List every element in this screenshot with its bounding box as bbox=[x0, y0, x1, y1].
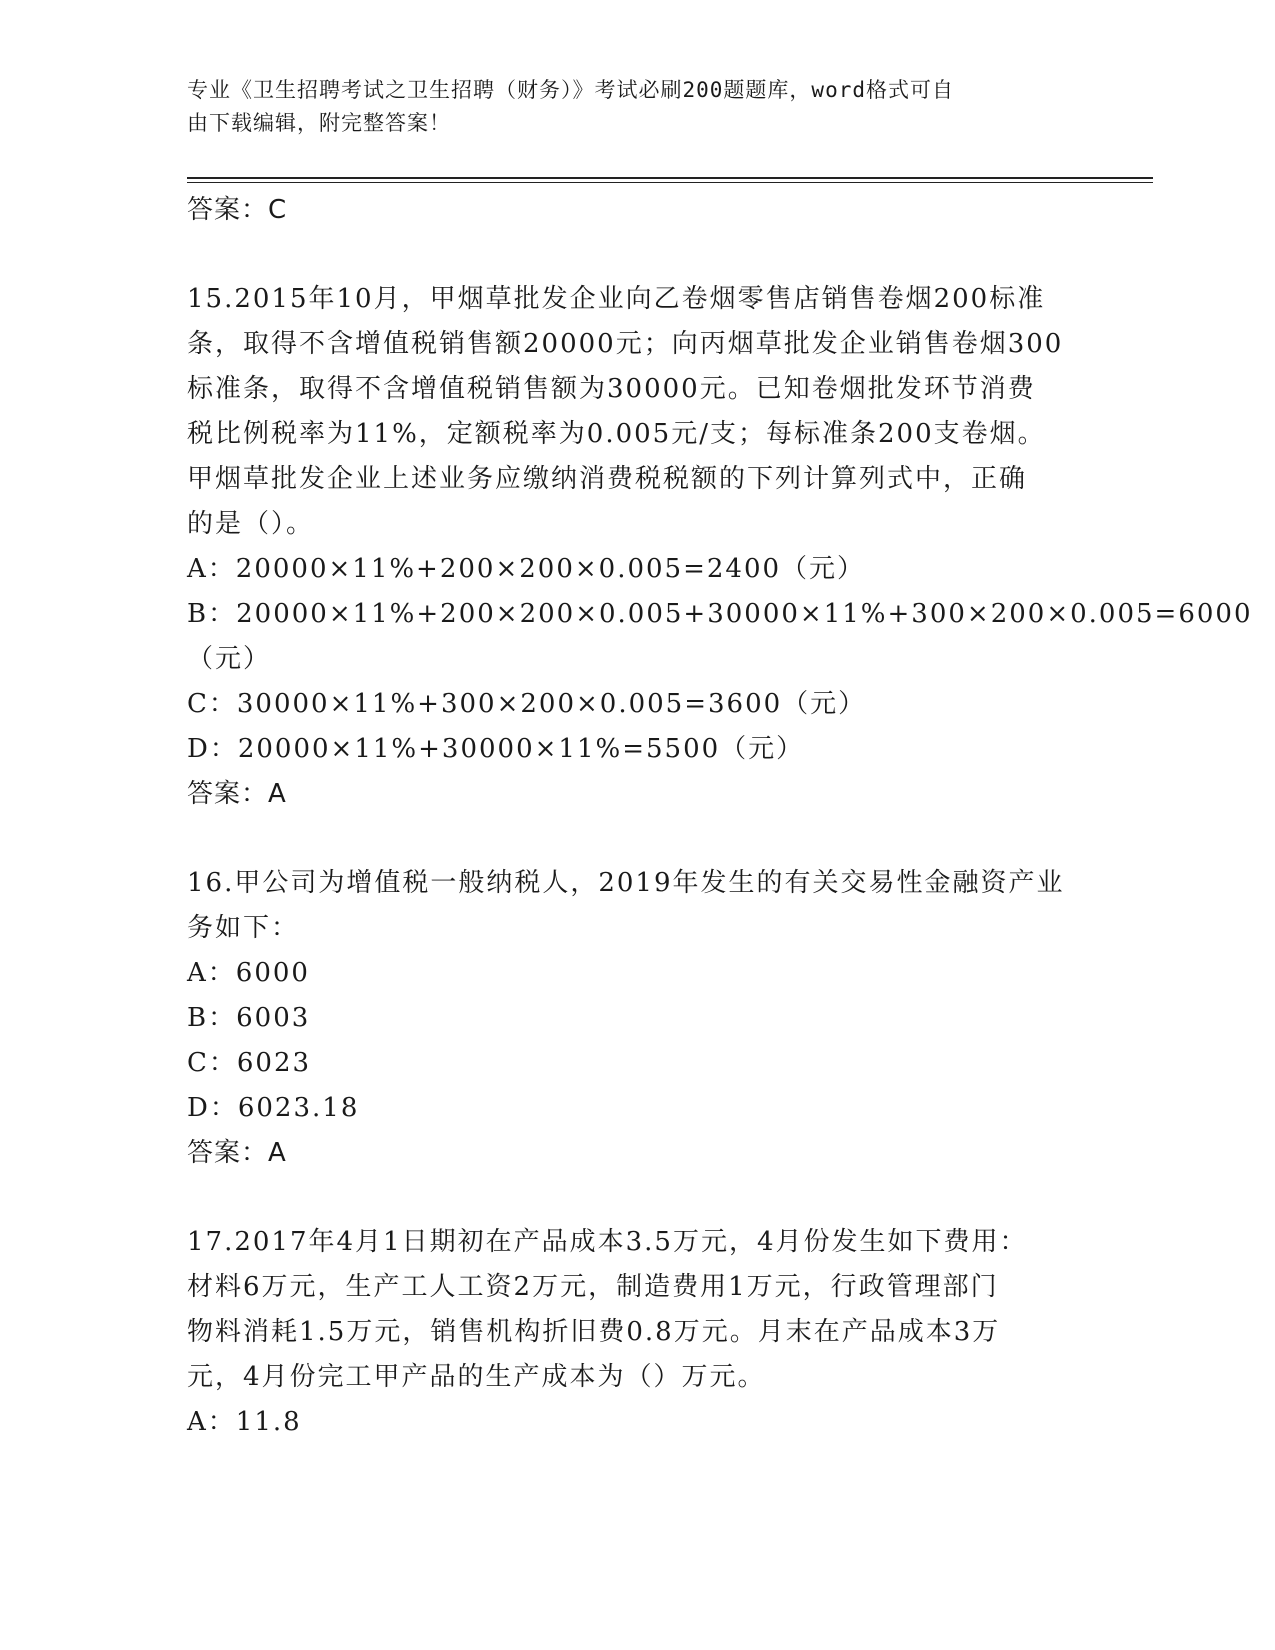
option-b: B：20000×11%+200×200×0.005+30000×11%+300×200×0.005=6000 bbox=[187, 599, 1253, 629]
question-17 bbox=[187, 1220, 1087, 1445]
option-a: A：20000×11%+200×200×0.005=2400（元） bbox=[187, 554, 866, 584]
option-d: D：20000×11%+30000×11%=5500（元） bbox=[187, 734, 805, 764]
question-stem-line: 元，4月份完工甲产品的生产成本为（）万元。 bbox=[187, 1362, 766, 1392]
document-body bbox=[187, 188, 1253, 1445]
question-stem-line: 务如下： bbox=[187, 913, 300, 943]
header-divider-thin bbox=[187, 182, 1153, 183]
option-a: A：11.8 bbox=[187, 1407, 302, 1437]
question-stem-line: 的是（）。 bbox=[187, 509, 315, 539]
answer-line: 答案：A bbox=[187, 1138, 287, 1168]
question-stem-line: 甲烟草批发企业上述业务应缴纳消费税税额的下列计算列式中，正确 bbox=[187, 464, 1028, 494]
option-a: A：6000 bbox=[187, 958, 310, 988]
question-15 bbox=[187, 277, 1253, 817]
question-stem-line: 标准条，取得不含增值税销售额为30000元。已知卷烟批发环节消费 bbox=[187, 374, 1036, 404]
question-stem-line: 条，取得不含增值税销售额20000元；向丙烟草批发企业销售卷烟300 bbox=[187, 329, 1064, 359]
option-c: C：30000×11%+300×200×0.005=3600（元） bbox=[187, 689, 867, 719]
option-b: B：6003 bbox=[187, 1003, 311, 1033]
question-16 bbox=[187, 861, 1087, 1176]
question-stem-line: 16.甲公司为增值税一般纳税人，2019年发生的有关交易性金融资产业 bbox=[187, 868, 1065, 898]
option-d: D：6023.18 bbox=[187, 1093, 360, 1123]
question-stem-line: 材料6万元，生产工人工资2万元，制造费用1万元，行政管理部门 bbox=[187, 1272, 999, 1302]
spacer bbox=[187, 233, 1087, 277]
question-stem-line: 15.2015年10月，甲烟草批发企业向乙卷烟零售店销售卷烟200标准 bbox=[187, 284, 1046, 314]
header-line-2: 由下载编辑，附完整答案！ bbox=[187, 111, 451, 135]
answer-line: 答案：A bbox=[187, 779, 287, 809]
header-line-1: 专业《卫生招聘考试之卫生招聘（财务）》考试必刷200题题库，word格式可自 bbox=[187, 78, 954, 102]
question-stem-line: 物料消耗1.5万元，销售机构折旧费0.8万元。月末在产品成本3万 bbox=[187, 1317, 1001, 1347]
spacer bbox=[187, 1176, 1087, 1220]
question-stem-line: 17.2017年4月1日期初在产品成本3.5万元，4月份发生如下费用： bbox=[187, 1227, 1028, 1257]
option-b-continued: （元） bbox=[187, 644, 272, 674]
previous-answer: 答案：C bbox=[187, 195, 288, 225]
page-header bbox=[187, 74, 1057, 140]
header-divider-thick bbox=[187, 177, 1153, 179]
question-stem-line: 税比例税率为11%，定额税率为0.005元/支；每标准条200支卷烟。 bbox=[187, 419, 1046, 449]
option-c: C：6023 bbox=[187, 1048, 312, 1078]
spacer bbox=[187, 817, 1087, 861]
